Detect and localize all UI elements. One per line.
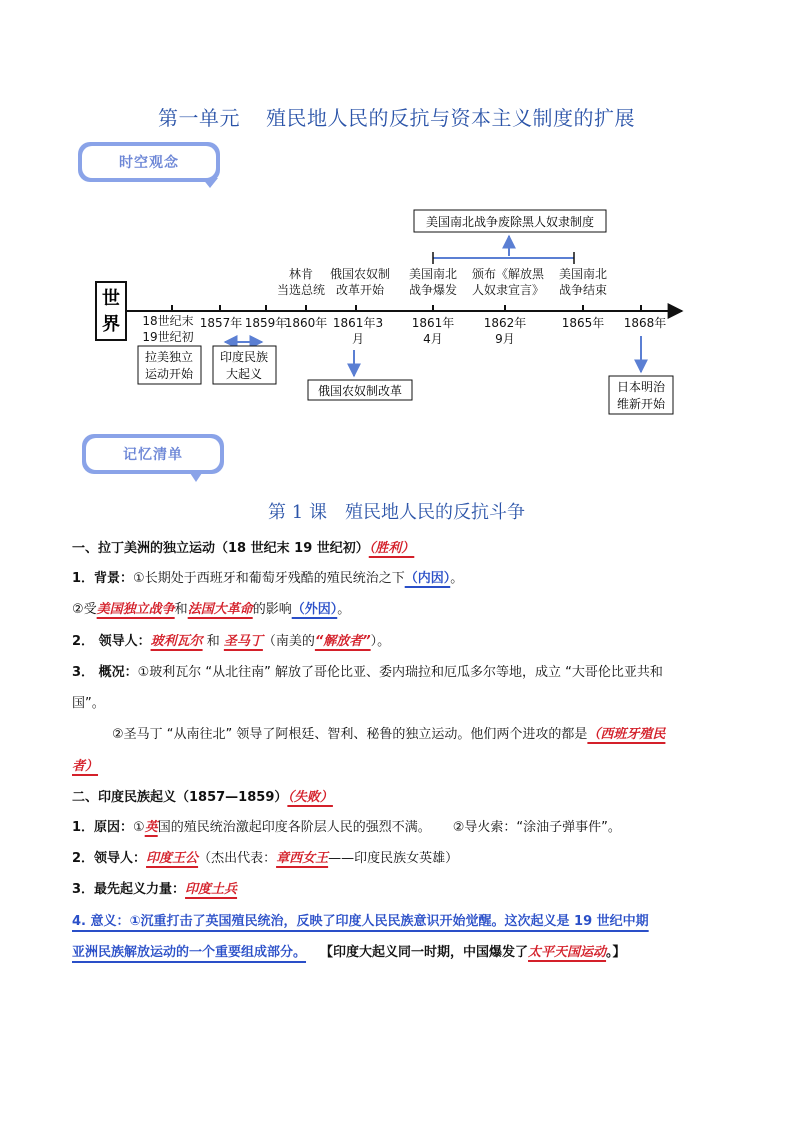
sec2-significance-cont [72, 943, 626, 963]
world-char-2: 界 [102, 314, 120, 335]
box-label: 拉美独立 [144, 350, 194, 364]
event-label: 美国南北 [558, 267, 608, 281]
cause-text: ① [133, 820, 145, 835]
sec1-external [72, 600, 350, 620]
event-box-india [213, 346, 276, 384]
tick-label: 1861年 [411, 316, 455, 330]
lead-text: 。 [377, 634, 391, 649]
liberator-key: “解放者” [314, 634, 371, 649]
cause-label: 1．原因： [72, 820, 134, 835]
tick-label: 1857年 [199, 316, 243, 330]
event-label: 战争爆发 [408, 283, 458, 297]
bg-label: 1．背景： [72, 571, 134, 586]
significance-text: 亚洲民族解放运动的一个重要组成部分。 [72, 945, 307, 960]
overview-text: ②圣马丁 “从南往北” 领导了阿根廷、智利、秘鲁的独立运动。他们两个进攻的都是 [112, 727, 588, 742]
event-label: 人奴隶宣言》 [471, 283, 545, 297]
ext-text: 。 [337, 602, 351, 617]
sec2-leaders [72, 849, 458, 869]
event-label: 当选总统 [276, 283, 326, 297]
tick-label: 18世纪末 [142, 314, 194, 328]
bg-tag: （内因） [404, 571, 451, 586]
sec1-overview [72, 663, 663, 683]
sec1-leaders [72, 632, 390, 652]
lesson-title [0, 498, 793, 524]
sec2-heading-text: 二、印度民族起义（1857—1859） [72, 790, 288, 805]
ext-key: 法国大革命 [187, 602, 253, 617]
sec1-background [72, 569, 463, 589]
lead-text: （杰出代表： [198, 851, 277, 866]
ext-key: 美国独立战争 [96, 602, 175, 617]
sec2-significance [72, 912, 649, 932]
world-char-1: 世 [102, 288, 120, 309]
tick-label: 1868年 [623, 316, 667, 330]
sec1-overview-cont [72, 694, 105, 714]
box-label: 大起义 [225, 367, 263, 381]
force-key: 印度土兵 [185, 882, 238, 897]
timeline-diagram [0, 200, 793, 422]
bubble-tail [188, 470, 204, 482]
box-label: 印度民族 [219, 350, 269, 364]
overview-text: 国”。 [72, 696, 105, 711]
event-box-japan [609, 376, 673, 414]
overview-text: ①玻利瓦尔 “从北往南” 解放了哥伦比亚、委内瑞拉和厄瓜多尔等地，成立 “大哥伦比亚共和 [137, 665, 663, 680]
force-label: 3．最先起义力量： [72, 882, 186, 897]
tick-label: 1859年 [244, 316, 288, 330]
event-box-russia [308, 380, 412, 400]
tick-label: 1865年 [561, 316, 605, 330]
box-label: 运动开始 [144, 367, 194, 381]
page-title [0, 102, 793, 131]
lead-text: ） [370, 634, 378, 649]
sec1-overview-2 [112, 725, 665, 745]
event-label: 美国南北 [408, 267, 458, 281]
event-label: 颁布《解放黑 [471, 267, 545, 281]
event-label: 战争结束 [558, 283, 608, 297]
sec2-force [72, 880, 237, 900]
sec2-heading-tag: （失败） [287, 790, 333, 805]
cause-text: 国的殖民统治激起印度各阶层人民的强烈不满。 [157, 820, 431, 835]
tick-label: 19世纪初 [142, 330, 194, 344]
ext-text: 和 [174, 602, 188, 617]
sec1-overview-2-cont [72, 757, 98, 777]
ext-text: 的影响 [252, 602, 292, 617]
lead-label: 2．领导人： [72, 851, 147, 866]
memory-badge [82, 434, 224, 482]
above-events [277, 266, 607, 297]
memory-badge-label: 记忆清单 [86, 438, 220, 470]
lesson-name: 殖民地人民的反抗斗争 [344, 502, 525, 523]
significance-text: 4. 意义：①沉重打击了英国殖民统治，反映了印度人民民族意识开始觉醒。这次起义是 19 世纪中期 [72, 914, 649, 929]
sec1-heading-tag: （胜利） [368, 541, 415, 556]
note-key: 太平天国运动 [528, 945, 607, 960]
bg-end: 。 [450, 571, 464, 586]
sec1-heading [72, 539, 414, 559]
world-label-box [96, 282, 126, 340]
top-event-box [414, 210, 606, 232]
leader-name: 圣马丁 [223, 634, 263, 649]
timeline-badge-label: 时空观念 [82, 146, 216, 178]
ext-text: ②受 [72, 602, 97, 617]
sec2-heading [72, 788, 333, 808]
top-event-label: 美国南北战争废除黑人奴隶制度 [425, 215, 595, 229]
note-text: 【印度大起义同一时期，中国爆发了 [320, 945, 529, 960]
tick-label: 1861年3 [332, 316, 384, 330]
leader-name: 印度王公 [146, 851, 199, 866]
leader-name: 章西女王 [276, 851, 329, 866]
tick-label: 月 [351, 332, 365, 346]
event-box-latin [138, 346, 201, 384]
tick-labels [142, 313, 666, 346]
bg-text: ①长期处于西班牙和葡萄牙残酷的殖民统治之下 [133, 571, 405, 586]
trigger-text: ②导火索：“涂油子弹事件”。 [452, 820, 621, 835]
sec1-heading-text: 一、拉丁美洲的独立运动（18 世纪末 19 世纪初） [72, 541, 369, 556]
lead-text: 和 [202, 634, 224, 649]
tick-label: 9月 [495, 332, 515, 346]
overview-tag: （西班牙殖民 [587, 727, 666, 742]
box-label: 日本明治 [616, 380, 666, 394]
leader-name: 玻利瓦尔 [150, 634, 203, 649]
event-label: 改革开始 [335, 283, 385, 297]
cause-key: 英 [144, 820, 158, 835]
event-label: 俄国农奴制 [329, 267, 391, 281]
timeline-badge [78, 142, 220, 186]
note-text: 。】 [606, 945, 626, 960]
lesson-number: 第 1 课 [268, 502, 327, 523]
unit-title: 殖民地人民的反抗与资本主义制度的扩展 [266, 106, 635, 130]
overview-tag: 者） [72, 759, 99, 774]
event-label: 林肯 [288, 267, 314, 281]
bubble-tail [202, 178, 218, 188]
tick-label: 4月 [423, 332, 443, 346]
box-label: 俄国农奴制改革 [317, 384, 403, 398]
lead-label: 2． 领导人： [72, 634, 151, 649]
sec2-cause [72, 818, 621, 838]
tick-label: 1862年 [483, 316, 527, 330]
unit-label: 第一单元 [158, 106, 240, 130]
box-label: 维新开始 [616, 397, 666, 411]
lead-text: （南美的 [262, 634, 315, 649]
tick-label: 1860年 [284, 316, 328, 330]
ext-tag: （外因） [291, 602, 338, 617]
overview-label: 3． 概况： [72, 665, 138, 680]
lead-text: ——印度民族女英雄） [328, 851, 459, 866]
